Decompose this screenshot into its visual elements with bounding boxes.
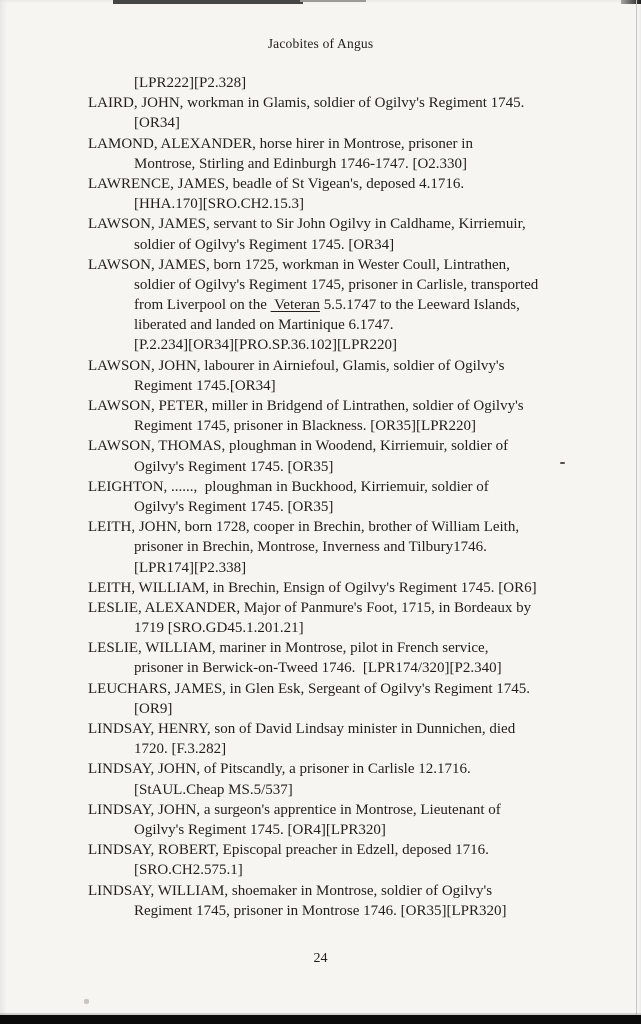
text-line: LESLIE, ALEXANDER, Major of Panmure's Foot, 1715, in Bordeaux by [88, 599, 532, 616]
text-line: LESLIE, WILLIAM, mariner in Montrose, pilot in French service, [88, 640, 489, 657]
text-line: LAWSON, JAMES, born 1725, workman in Wester Coull, Lintrathen, [88, 256, 510, 273]
text-line: LINDSAY, WILLIAM, shoemaker in Montrose, soldier of Ogilvy's [88, 882, 493, 899]
text-lines [0, 73, 641, 921]
scan-artifact-corner-mark [621, 0, 641, 4]
text-line: LAWRENCE, JAMES, beadle of St Vigean's, deposed 4.1716. [88, 175, 465, 192]
page-number: 24 [313, 951, 328, 966]
scan-artifact-top-bar [113, 0, 303, 4]
text-line: [OR9] [134, 700, 173, 717]
text-line: LEIGHTON, ......, ploughman in Buckhood, Kirriemuir, soldier of [88, 478, 489, 495]
text-line: 1720. [F.3.282] [134, 741, 227, 758]
text-line: LINDSAY, HENRY, son of David Lindsay minister in Dunnichen, died [88, 721, 516, 737]
text-line: Ogilvy's Regiment 1745. [OR35] [134, 498, 334, 515]
text-line: LAIRD, JOHN, workman in Glamis, soldier of Ogilvy's Regiment 1745. [88, 95, 525, 112]
text-line: [OR34] [134, 115, 180, 132]
text-line: from Liverpool on the Veteran 5.5.1747 to the Leeward Islands, [134, 297, 520, 314]
text-line: LEITH, WILLIAM, in Brechin, Ensign of Ogilvy's Regiment 1745. [OR6] [88, 579, 537, 596]
text-line: [HHA.170][SRO.CH2.15.3] [134, 196, 304, 213]
text-line: LAWSON, THOMAS, ploughman in Woodend, Kirriemuir, soldier of [88, 438, 509, 455]
running-header: Jacobites of Angus [267, 36, 374, 51]
text-line: LAWSON, JOHN, labourer in Airniefoul, Glamis, soldier of Ogilvy's [88, 357, 505, 374]
text-line: [SRO.CH2.575.1] [134, 862, 243, 879]
text-line: LINDSAY, JOHN, a surgeon's apprentice in Montrose, Lieutenant of [88, 801, 501, 818]
text-line: [StAUL.Cheap MS.5/537] [134, 781, 293, 798]
text-line: Montrose, Stirling and Edinburgh 1746-1747. [O2.330] [134, 155, 468, 172]
text-line: LEITH, JOHN, born 1728, cooper in Brechin, brother of William Leith, [88, 519, 520, 536]
text-line: [LPR222][P2.328] [134, 75, 247, 91]
text-line: LAWSON, JAMES, servant to Sir John Ogilvy in Caldhame, Kirriemuir, [88, 216, 526, 233]
text-line: Regiment 1745.[OR34] [134, 377, 276, 394]
text-line: liberated and landed on Martinique 6.1747. [134, 317, 394, 334]
scan-artifact-speck [84, 999, 89, 1004]
text-line: LINDSAY, ROBERT, Episcopal preacher in Edzell, deposed 1716. [88, 842, 489, 859]
scan-artifact-bottom-bar [0, 1015, 641, 1024]
text-line: Ogilvy's Regiment 1745. [OR35] [134, 458, 334, 475]
underlined-ship-name: Veteran [270, 297, 320, 314]
text-line: [LPR174][P2.338] [134, 559, 247, 576]
text-line: LINDSAY, JOHN, of Pitscandly, a prisoner in Carlisle 12.1716. [88, 761, 471, 778]
scan-artifact-top-bar-fade [300, 0, 366, 2]
text-line: LAWSON, PETER, miller in Bridgend of Lintrathen, soldier of Ogilvy's [88, 398, 524, 414]
text-line: soldier of Ogilvy's Regiment 1745, prisoner in Carlisle, transported [134, 276, 539, 293]
text-line: Regiment 1745, prisoner in Blackness. [OR35][LPR220] [134, 418, 477, 435]
text-line: prisoner in Brechin, Montrose, Inverness and Tilbury1746. [134, 539, 487, 556]
text-line: 1719 [SRO.GD45.1.201.21] [134, 620, 304, 637]
text-line: prisoner in Berwick-on-Tweed 1746. [LPR174/320][P2.340] [134, 660, 502, 677]
text-line: Regiment 1745, prisoner in Montrose 1746. [OR35][LPR320] [134, 902, 507, 919]
scan-artifact-speck [560, 462, 565, 464]
text-line: soldier of Ogilvy's Regiment 1745. [OR34] [134, 236, 395, 253]
text-line: [P.2.234][OR34][PRO.SP.36.102][LPR220] [134, 337, 397, 354]
text-line: Ogilvy's Regiment 1745. [OR4][LPR320] [134, 821, 386, 838]
text-line: LEUCHARS, JAMES, in Glen Esk, Sergeant of Ogilvy's Regiment 1745. [88, 680, 530, 697]
text-line: LAMOND, ALEXANDER, horse hirer in Montrose, prisoner in [88, 135, 473, 152]
